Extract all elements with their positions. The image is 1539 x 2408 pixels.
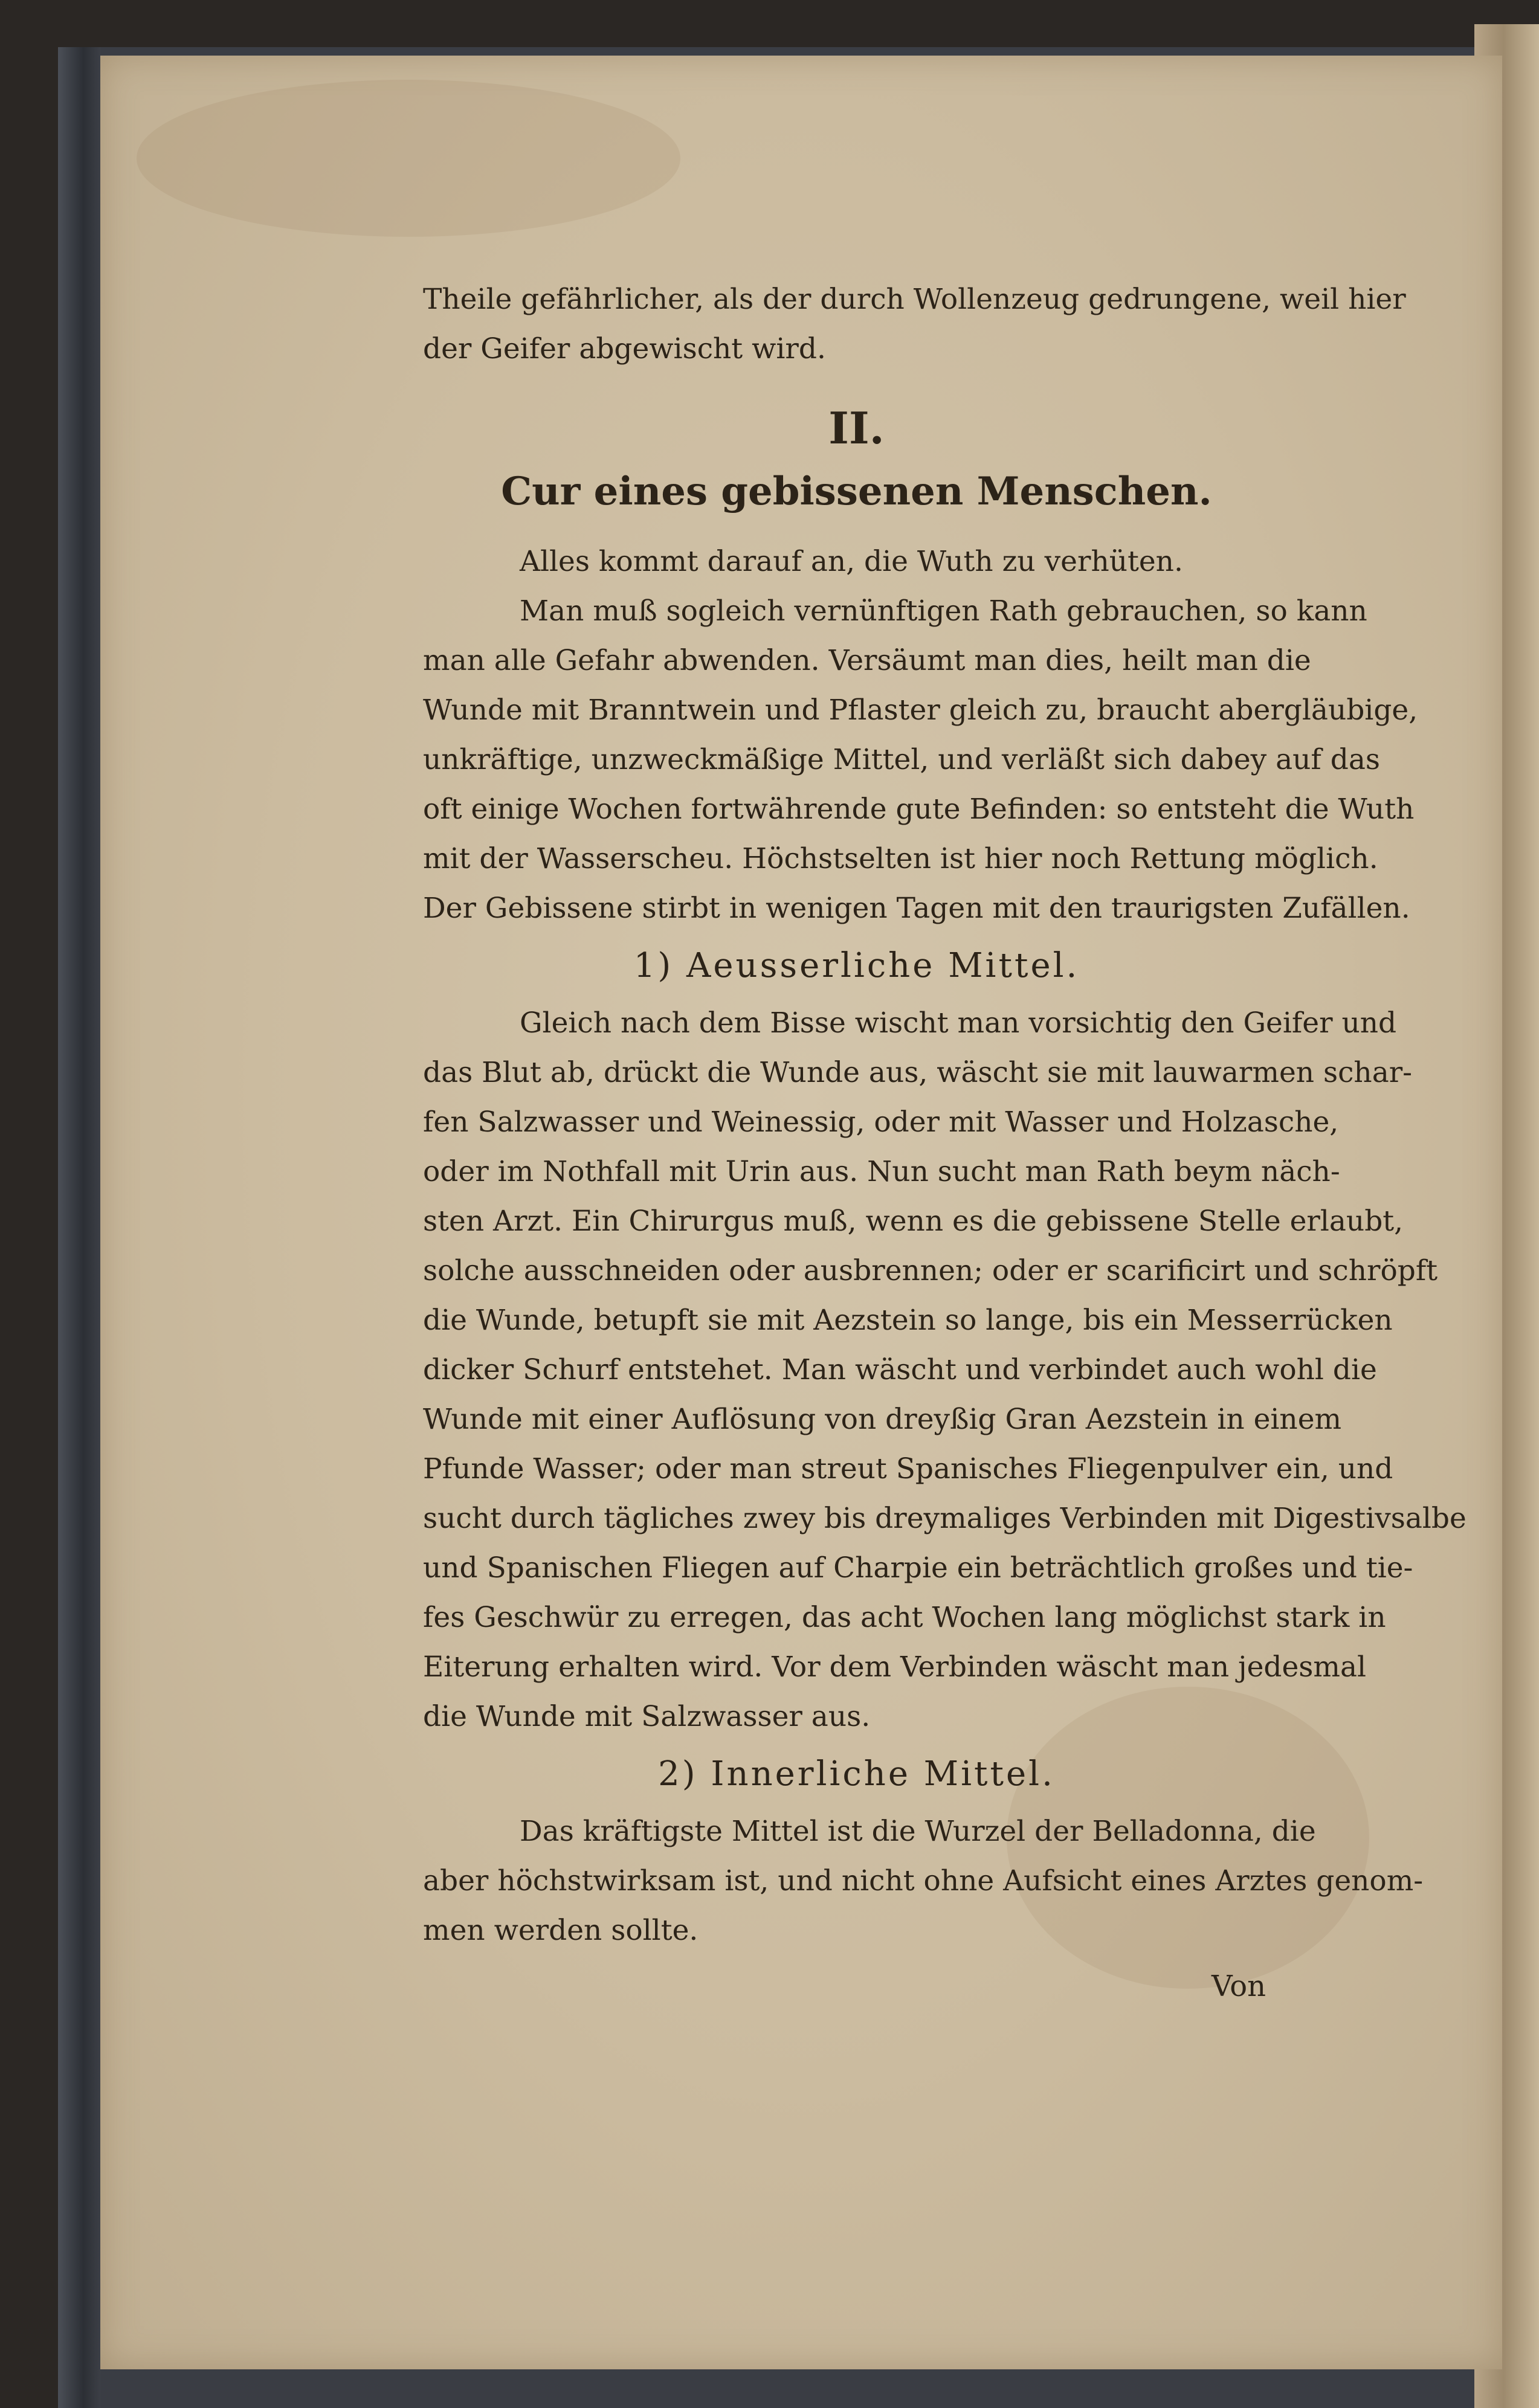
- text-line: men werden sollte.: [423, 1914, 699, 1947]
- text-line: der Geifer abgewischt wird.: [423, 332, 826, 365]
- section-number: II.: [828, 402, 885, 454]
- catchword: Von: [1212, 1969, 1266, 2003]
- text-line: Wunde mit Branntwein und Pflaster gleich zu, braucht abergläubige,: [423, 694, 1418, 727]
- text-line: unkräftige, unzweckmäßige Mittel, und verläßt sich dabey auf das: [423, 743, 1380, 776]
- text-line: Theile gefährlicher, als der durch Wollenzeug gedrungene, weil hier: [423, 283, 1406, 316]
- text-line: mit der Wasserscheu. Höchstselten ist hier noch Rettung möglich.: [423, 842, 1378, 875]
- text-line: Das kräftigste Mittel ist die Wurzel der Belladonna, die: [520, 1815, 1316, 1848]
- text-line: und Spanischen Fliegen auf Charpie ein beträchtlich großes und tie-: [423, 1551, 1413, 1585]
- text-line: sucht durch tägliches zwey bis dreymaliges Verbinden mit Digestivsalbe: [423, 1502, 1466, 1535]
- text-line: man alle Gefahr abwenden. Versäumt man dies, heilt man die: [423, 644, 1311, 677]
- page-text: [423, 275, 1466, 1956]
- section-title: Cur eines gebissenen Menschen.: [501, 469, 1212, 514]
- text-line: Pfunde Wasser; oder man streut Spanisches Fliegenpulver ein, und: [423, 1452, 1393, 1486]
- text-line: Man muß sogleich vernünftigen Rath gebrauchen, so kann: [520, 594, 1367, 628]
- text-line: Eiterung erhalten wird. Vor dem Verbinden wäscht man jedesmal: [423, 1650, 1367, 1684]
- text-line: die Wunde mit Salzwasser aus.: [423, 1700, 871, 1733]
- text-line: Alles kommt darauf an, die Wuth zu verhüten.: [520, 545, 1183, 578]
- subsection-title: 2) Innerliche Mittel.: [658, 1754, 1055, 1794]
- text-line: Wunde mit einer Auflösung von dreyßig Gran Aezstein in einem: [423, 1403, 1342, 1436]
- text-line: dicker Schurf entstehet. Man wäscht und verbindet auch wohl die: [423, 1353, 1377, 1386]
- binding-edge: [58, 47, 100, 2408]
- text-line: fen Salzwasser und Weinessig, oder mit Wasser und Holzasche,: [423, 1106, 1339, 1139]
- text-line: das Blut ab, drückt die Wunde aus, wäscht sie mit lauwarmen schar-: [423, 1056, 1413, 1089]
- paper-stain: [137, 80, 680, 237]
- text-line: Gleich nach dem Bisse wischt man vorsichtig den Geifer und: [520, 1006, 1397, 1040]
- text-line: solche ausschneiden oder ausbrennen; oder er scarificirt und schröpft: [423, 1254, 1438, 1287]
- subsection-title: 1) Aeusserliche Mittel.: [633, 946, 1080, 985]
- torn-corner: [1260, 0, 1393, 42]
- text-line: oft einige Wochen fortwährende gute Befinden: so entsteht die Wuth: [423, 793, 1415, 826]
- text-line: fes Geschwür zu erregen, das acht Wochen lang möglichst stark in: [423, 1601, 1386, 1634]
- text-line: Der Gebissene stirbt in wenigen Tagen mit den traurigsten Zufällen.: [423, 892, 1410, 925]
- text-line: sten Arzt. Ein Chirurgus muß, wenn es die gebissene Stelle erlaubt,: [423, 1205, 1404, 1238]
- text-line: oder im Nothfall mit Urin aus. Nun sucht man Rath beym näch-: [423, 1155, 1340, 1188]
- text-line: aber höchstwirksam ist, und nicht ohne Aufsicht eines Arztes genom-: [423, 1864, 1424, 1898]
- text-line: die Wunde, betupft sie mit Aezstein so lange, bis ein Messerrücken: [423, 1304, 1393, 1337]
